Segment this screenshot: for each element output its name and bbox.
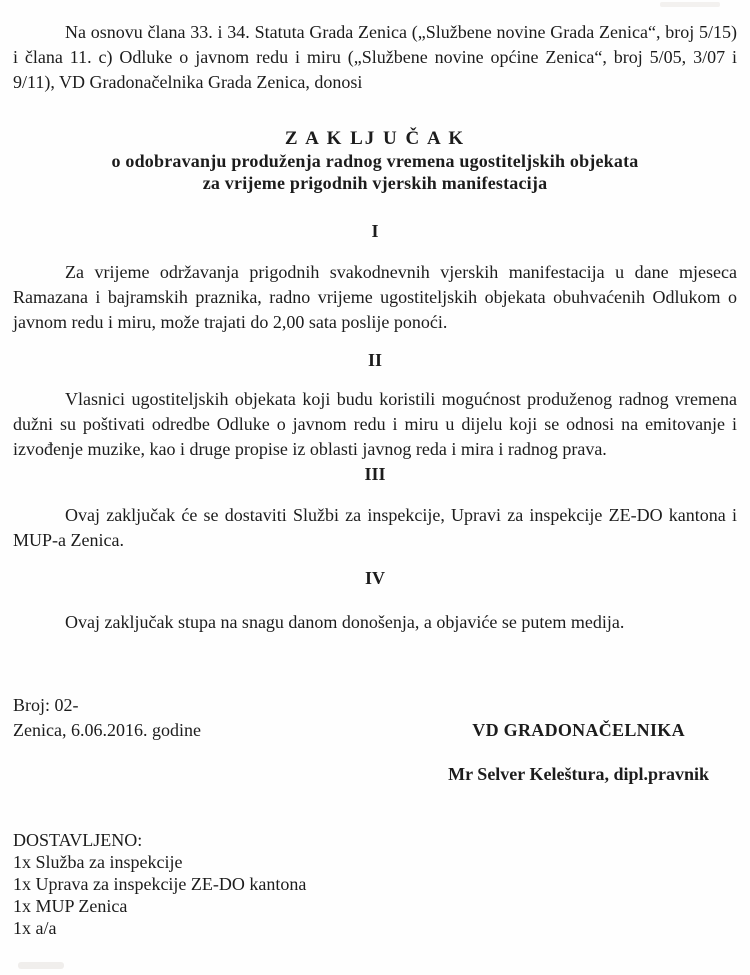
signature-block xyxy=(448,693,709,787)
distribution-item-4: 1x a/a xyxy=(13,918,57,938)
section-numeral-2: II xyxy=(367,350,382,370)
intro-paragraph: Na osnovu člana 33. i 34. Statuta Grada Zenica („Službene novine Grada Zenica“, broj 5/15) i člana 11. c) Odluke o javnom redu i miru („Službene novine općine Zenica“, broj 5/05, 3/07 i 9/11), VD Gradonačelnika Grada Zenica, donosi xyxy=(13,22,737,92)
section-paragraph-1: Za vrijeme održavanja prigodnih svakodnevnih vjerskih manifestacija u dane mjeseca Ramazana i bajramskih praznika, radno vrijeme ugostiteljskih objekata obuhvaćenih Odlukom o javnom redu i miru, može trajati do 2,00 sata poslije ponoći. xyxy=(13,262,737,332)
section-paragraph-3: Ovaj zaključak će se dostaviti Službi za inspekcije, Upravi za inspekcije ZE-DO kantona i MUP-a Zenica. xyxy=(13,505,737,550)
document-subtitle-line2: za vrijeme prigodnih vjerskih manifestacija xyxy=(202,173,548,193)
distribution-item-2: 1x Uprava za inspekcije ZE-DO kantona xyxy=(13,874,307,894)
distribution-heading: DOSTAVLJENO: xyxy=(13,830,143,850)
distribution-item-1: 1x Služba za inspekcije xyxy=(13,852,183,872)
section-numeral-3: III xyxy=(364,464,386,484)
reference-number: Broj: 02- xyxy=(13,695,79,715)
signature-name: Mr Selver Keleštura, dipl.pravnik xyxy=(448,764,709,784)
scan-artifact-bottom xyxy=(18,962,64,969)
section-paragraph-2: Vlasnici ugostiteljskih objekata koji budu koristili mogućnost produženog radnog vremena dužni su poštivati odredbe Odluke o javnom redu i miru u dijelu koji se odnosi na emitovanje i izvođenje muzike, kao i druge propise iz oblasti javnog reda i mira i radnog prava. xyxy=(13,389,737,459)
section-numeral-1: I xyxy=(371,221,379,241)
place-and-date: Zenica, 6.06.2016. godine xyxy=(13,720,201,740)
distribution-block xyxy=(13,829,737,939)
section-paragraph-4: Ovaj zaključak stupa na snagu danom donošenja, a objaviće se putem medija. xyxy=(65,612,625,632)
section-numeral-4: IV xyxy=(364,568,385,588)
reference-block xyxy=(13,693,201,743)
document-title: Z A K LJ U Č A K xyxy=(284,128,466,149)
distribution-item-3: 1x MUP Zenica xyxy=(13,896,128,916)
signature-title: VD GRADONAČELNIKA xyxy=(472,720,685,740)
scan-artifact-top xyxy=(660,2,720,7)
footer-row xyxy=(13,693,737,787)
document-subtitle-line1: o odobravanju produženja radnog vremena ugostiteljskih objekata xyxy=(111,151,639,171)
title-block xyxy=(13,127,737,194)
